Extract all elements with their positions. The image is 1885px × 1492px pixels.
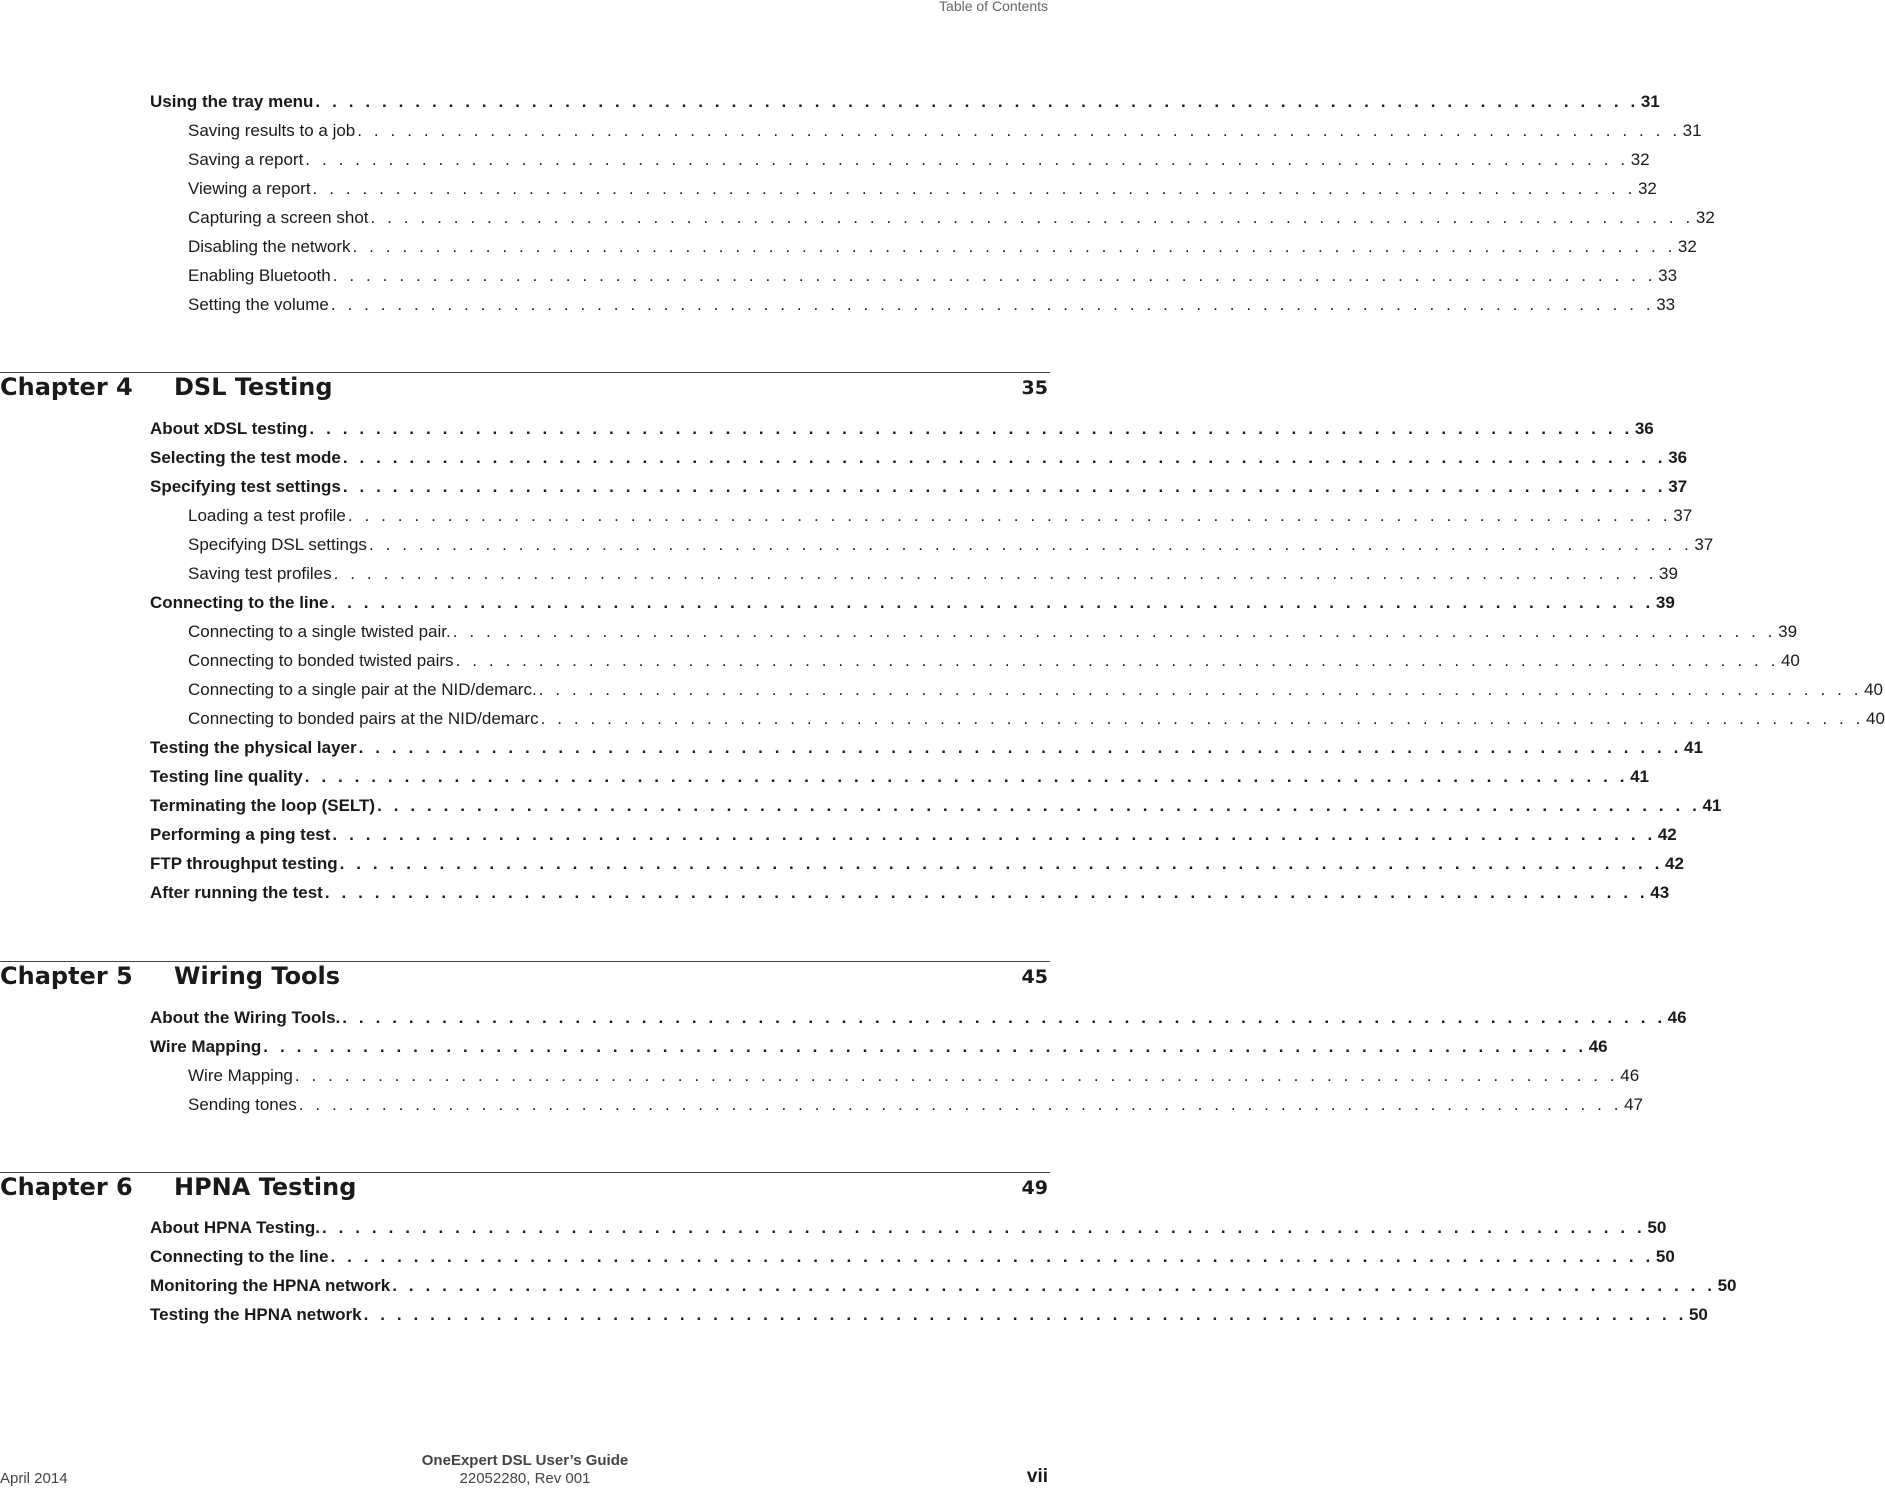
toc-entry-title: Testing line quality (150, 767, 303, 786)
toc-entry-page: 46 (1588, 1037, 1608, 1056)
toc-entry-title: About xDSL testing (150, 419, 308, 438)
toc-entry[interactable] (0, 787, 1722, 816)
dot-leader: . . . . . . . . . . . . . . . . . . . . . . . . . . . . . . . . . . . . . . . . . . . . . . . . . . . . . . . . . . . . . . . . . . . . . . . . . . . . . . . . (330, 295, 1655, 314)
chapter-label: Chapter 4 (0, 373, 133, 401)
footer-page-number: vii (1026, 1466, 1048, 1487)
toc-entry-title: Viewing a report (188, 179, 311, 198)
toc-entry[interactable] (0, 671, 1883, 700)
toc-entry[interactable] (0, 410, 1654, 439)
dot-leader: . . . . . . . . . . . . . . . . . . . . . . . . . . . . . . . . . . . . . . . . . . . . . . . . . . . . . . . . . . . . . . . . . . . . . . . . . . . . . . . . (333, 564, 1658, 583)
toc-entry[interactable] (0, 141, 1650, 170)
footer-date: April 2014 (0, 1470, 68, 1487)
chapter-label: Chapter 5 (0, 962, 133, 990)
toc-entry[interactable] (0, 999, 1687, 1028)
toc-entry[interactable] (0, 286, 1676, 315)
toc-entry-page: 39 (1778, 622, 1798, 641)
toc-entry-page: 32 (1677, 237, 1697, 256)
toc-entry-title: Connecting to bonded pairs at the NID/demarc (188, 709, 539, 728)
dot-leader: . . . . . . . . . . . . . . . . . . . . . . . . . . . . . . . . . . . . . . . . . . . . . . . . . . . . . . . . . . . . . . . . . . . . . . . . . . . . . . . . (370, 208, 1694, 227)
chapter-title: Wiring Tools (174, 962, 341, 990)
toc-entry-title: After running the test (150, 883, 323, 902)
toc-entry[interactable] (0, 613, 1798, 642)
toc-entry-page: 31 (1682, 121, 1702, 140)
toc-entry-page: 40 (1780, 651, 1800, 670)
toc-entry-page: 33 (1656, 295, 1676, 314)
chapter-page: 49 (1021, 1177, 1048, 1199)
dot-leader: . . . . . . . . . . . . . . . . . . . . . . . . . . . . . . . . . . . . . . . . . . . . . . . . . . . . . . . . . . . . . . . . . . . . . . . . . . . . . . . . (455, 651, 1779, 670)
toc-entry[interactable] (0, 1238, 1675, 1267)
toc-entry[interactable] (0, 642, 1800, 671)
dot-leader: . . . . . . . . . . . . . . . . . . . . . . . . . . . . . . . . . . . . . . . . . . . . . . . . . . . . . . . . . . . . . . . . . . . . . . . . . . . . . . . . (368, 535, 1693, 554)
toc-entry-title: About the Wiring Tools. (150, 1008, 341, 1027)
toc-entry[interactable] (0, 1086, 1644, 1115)
dot-leader: . . . . . . . . . . . . . . . . . . . . . . . . . . . . . . . . . . . . . . . . . . . . . . . . . . . . . . . . . . . . . . . . . . . . . . . . . . . . . . . . (540, 709, 1864, 728)
toc-entry-title: Performing a ping test (150, 825, 331, 844)
dot-leader: . . . . . . . . . . . . . . . . . . . . . . . . . . . . . . . . . . . . . . . . . . . . . . . . . . . . . . . . . . . . . . . . . . . . . . . . . . . . . . . . (332, 825, 1656, 844)
toc-entry-title: About HPNA Testing. (150, 1218, 320, 1237)
toc-entry[interactable] (0, 845, 1684, 874)
toc-entry-title: Using the tray menu (150, 92, 314, 111)
toc-entry-title: Wire Mapping (188, 1066, 293, 1085)
toc-entry-page: 32 (1695, 208, 1715, 227)
toc-chapter-6-entries (0, 1209, 1737, 1325)
toc-entry[interactable] (0, 526, 1714, 555)
toc-entry-title: Loading a test profile (188, 506, 346, 525)
dot-leader: . . . . . . . . . . . . . . . . . . . . . . . . . . . . . . . . . . . . . . . . . . . . . . . . . . . . . . . . . . . . . . . . . . . . . . . . . . . . . . . . (330, 1247, 1654, 1266)
dot-leader: . . . . . . . . . . . . . . . . . . . . . . . . . . . . . . . . . . . . . . . . . . . . . . . . . . . . . . . . . . . . . . . . . . . . . . . . . . . . . . . . (315, 92, 1639, 111)
toc-entry-title: Connecting to a single pair at the NID/demarc. (188, 680, 537, 699)
toc-entry-page: 36 (1634, 419, 1654, 438)
toc-entry[interactable] (0, 468, 1688, 497)
dot-leader: . . . . . . . . . . . . . . . . . . . . . . . . . . . . . . . . . . . . . . . . . . . . . . . . . . . . . . . . . . . . . . . . . . . . . . . . . . . . . . . . (309, 419, 1633, 438)
toc-entry-page: 32 (1637, 179, 1657, 198)
chapter-title: DSL Testing (174, 373, 333, 401)
dot-leader: . . . . . . . . . . . . . . . . . . . . . . . . . . . . . . . . . . . . . . . . . . . . . . . . . . . . . . . . . . . . . . . . . . . . . . . . . . . . . . . . (330, 593, 1654, 612)
toc-entry-title: Specifying test settings (150, 477, 341, 496)
toc-entry-page: 40 (1865, 709, 1885, 728)
dot-leader: . . . . . . . . . . . . . . . . . . . . . . . . . . . . . . . . . . . . . . . . . . . . . . . . . . . . . . . . . . . . . . . . . . . . . . . . . . . . . . . . (342, 1008, 1666, 1027)
toc-entry-page: 36 (1668, 448, 1688, 467)
toc-entry-title: Setting the volume (188, 295, 329, 314)
chapter-page: 35 (1021, 377, 1048, 399)
toc-chapter-5-entries (0, 999, 1687, 1115)
toc-entry[interactable] (0, 170, 1657, 199)
toc-entry[interactable] (0, 555, 1678, 584)
dot-leader: . . . . . . . . . . . . . . . . . . . . . . . . . . . . . . . . . . . . . . . . . . . . . . . . . . . . . . . . . . . . . . . . . . . . . . . . . . . . . . . . (298, 1095, 1623, 1114)
toc-entry-page: 41 (1630, 767, 1650, 786)
toc-entry[interactable] (0, 729, 1703, 758)
toc-entry-page: 41 (1702, 796, 1722, 815)
toc-entry-page: 37 (1694, 535, 1714, 554)
toc-entry-page: 39 (1659, 564, 1678, 583)
toc-entry[interactable] (0, 199, 1715, 228)
dot-leader: . . . . . . . . . . . . . . . . . . . . . . . . . . . . . . . . . . . . . . . . . . . . . . . . . . . . . . . . . . . . . . . . . . . . . . . . . . . . . . . . (392, 1276, 1716, 1295)
toc-entry-page: 50 (1717, 1276, 1737, 1295)
toc-entry[interactable] (0, 83, 1660, 112)
dot-leader: . . . . . . . . . . . . . . . . . . . . . . . . . . . . . . . . . . . . . . . . . . . . . . . . . . . . . . . . . . . . . . . . . . . . . . . . . . . . . . . . (263, 1037, 1587, 1056)
toc-entry[interactable] (0, 758, 1650, 787)
toc-entry-title: Capturing a screen shot (188, 208, 369, 227)
toc-entry-page: 32 (1630, 150, 1650, 169)
toc-entry-page: 43 (1650, 883, 1670, 902)
dot-leader: . . . . . . . . . . . . . . . . . . . . . . . . . . . . . . . . . . . . . . . . . . . . . . . . . . . . . . . . . . . . . . . . . . . . . . . . . . . . . . . . (332, 266, 1657, 285)
toc-entry-page: 39 (1655, 593, 1675, 612)
dot-leader: . . . . . . . . . . . . . . . . . . . . . . . . . . . . . . . . . . . . . . . . . . . . . . . . . . . . . . . . . . . . . . . . . . . . . . . . . . . . . . . . (357, 121, 1681, 140)
toc-entry-title: FTP throughput testing (150, 854, 338, 873)
toc-entry-page: 37 (1668, 477, 1688, 496)
toc-entry[interactable] (0, 816, 1677, 845)
running-header: Table of Contents (939, 0, 1048, 14)
dot-leader: . . . . . . . . . . . . . . . . . . . . . . . . . . . . . . . . . . . . . . . . . . . . . . . . . . . . . . . . . . . . . . . . . . . . . . . . . . . . . . . . (312, 179, 1636, 198)
toc-entry[interactable] (0, 1057, 1640, 1086)
dot-leader: . . . . . . . . . . . . . . . . . . . . . . . . . . . . . . . . . . . . . . . . . . . . . . . . . . . . . . . . . . . . . . . . . . . . . . . . . . . . . . . . (342, 448, 1667, 467)
chapter-label: Chapter 6 (0, 1173, 133, 1201)
toc-entry-page: 50 (1655, 1247, 1675, 1266)
toc-entry-title: Sending tones (188, 1095, 297, 1114)
toc-entry[interactable] (0, 228, 1697, 257)
toc-entry[interactable] (0, 1296, 1708, 1325)
toc-chapter-4-entries (0, 410, 1885, 903)
page-footer (0, 1452, 1050, 1492)
toc-section-tray-menu (0, 83, 1715, 315)
dot-leader: . . . . . . . . . . . . . . . . . . . . . . . . . . . . . . . . . . . . . . . . . . . . . . . . . . . . . . . . . . . . . . . . . . . . . . . . . . . . . . . . (358, 738, 1682, 757)
chapter-title: HPNA Testing (174, 1173, 357, 1201)
dot-leader: . . . . . . . . . . . . . . . . . . . . . . . . . . . . . . . . . . . . . . . . . . . . . . . . . . . . . . . . . . . . . . . . . . . . . . . . . . . . . . . . (324, 883, 1649, 902)
toc-entry-title: Saving a report (188, 150, 304, 169)
dot-leader: . . . . . . . . . . . . . . . . . . . . . . . . . . . . . . . . . . . . . . . . . . . . . . . . . . . . . . . . . . . . . . . . . . . . . . . . . . . . . . . . (452, 622, 1777, 641)
toc-entry-title: Saving results to a job (188, 121, 356, 140)
toc-entry-title: Specifying DSL settings (188, 535, 367, 554)
toc-entry-page: 46 (1667, 1008, 1687, 1027)
toc-entry[interactable] (0, 874, 1670, 903)
dot-leader: . . . . . . . . . . . . . . . . . . . . . . . . . . . . . . . . . . . . . . . . . . . . . . . . . . . . . . . . . . . . . . . . . . . . . . . . . . . . . . . . (347, 506, 1672, 525)
toc-entry-page: 50 (1647, 1218, 1667, 1237)
toc-entry-page: 47 (1624, 1095, 1644, 1114)
toc-entry-title: Connecting to the line (150, 1247, 329, 1266)
toc-entry[interactable] (0, 1267, 1737, 1296)
footer-revision: 22052280, Rev 001 (459, 1470, 591, 1487)
dot-leader: . . . . . . . . . . . . . . . . . . . . . . . . . . . . . . . . . . . . . . . . . . . . . . . . . . . . . . . . . . . . . . . . . . . . . . . . . . . . . . . . (339, 854, 1663, 873)
toc-entry-page: 33 (1658, 266, 1678, 285)
toc-entry[interactable] (0, 497, 1693, 526)
toc-entry[interactable] (0, 257, 1678, 286)
toc-entry-page: 50 (1688, 1305, 1708, 1324)
toc-entry[interactable] (0, 584, 1675, 613)
toc-entry-page: 42 (1657, 825, 1677, 844)
dot-leader: . . . . . . . . . . . . . . . . . . . . . . . . . . . . . . . . . . . . . . . . . . . . . . . . . . . . . . . . . . . . . . . . . . . . . . . . . . . . . . . . (321, 1218, 1646, 1237)
toc-entry-page: 42 (1665, 854, 1684, 873)
toc-entry-title: Terminating the loop (SELT) (150, 796, 376, 815)
toc-entry-page: 40 (1864, 680, 1883, 699)
chapter-page: 45 (1021, 966, 1048, 988)
guide-title: OneExpert DSL User’s Guide (421, 1452, 629, 1469)
toc-entry-title: Enabling Bluetooth (188, 266, 331, 285)
toc-entry-page: 31 (1640, 92, 1660, 111)
toc-entry-title: Connecting to bonded twisted pairs (188, 651, 454, 670)
toc-entry[interactable] (0, 439, 1688, 468)
dot-leader: . . . . . . . . . . . . . . . . . . . . . . . . . . . . . . . . . . . . . . . . . . . . . . . . . . . . . . . . . . . . . . . . . . . . . . . . . . . . . . . . (305, 150, 1629, 169)
toc-entry-title: Monitoring the HPNA network (150, 1276, 391, 1295)
chapter-heading (0, 1172, 1050, 1213)
toc-entry[interactable] (0, 700, 1885, 729)
toc-entry[interactable] (0, 1028, 1608, 1057)
toc-entry-title: Selecting the test mode (150, 448, 341, 467)
chapter-heading (0, 961, 1050, 1002)
dot-leader: . . . . . . . . . . . . . . . . . . . . . . . . . . . . . . . . . . . . . . . . . . . . . . . . . . . . . . . . . . . . . . . . . . . . . . . . . . . . . . . . (304, 767, 1629, 786)
toc-entry-title: Saving test profiles (188, 564, 332, 583)
dot-leader: . . . . . . . . . . . . . . . . . . . . . . . . . . . . . . . . . . . . . . . . . . . . . . . . . . . . . . . . . . . . . . . . . . . . . . . . . . . . . . . . (377, 796, 1701, 815)
toc-entry[interactable] (0, 112, 1702, 141)
dot-leader: . . . . . . . . . . . . . . . . . . . . . . . . . . . . . . . . . . . . . . . . . . . . . . . . . . . . . . . . . . . . . . . . . . . . . . . . . . . . . . . . (294, 1066, 1619, 1085)
toc-entry-title: Wire Mapping (150, 1037, 262, 1056)
toc-entry-title: Connecting to a single twisted pair. (188, 622, 451, 641)
toc-entry-page: 41 (1683, 738, 1703, 757)
dot-leader: . . . . . . . . . . . . . . . . . . . . . . . . . . . . . . . . . . . . . . . . . . . . . . . . . . . . . . . . . . . . . . . . . . . . . . . . . . . . . . . . (352, 237, 1676, 256)
toc-entry[interactable] (0, 1209, 1667, 1238)
dot-leader: . . . . . . . . . . . . . . . . . . . . . . . . . . . . . . . . . . . . . . . . . . . . . . . . . . . . . . . . . . . . . . . . . . . . . . . . . . . . . . . . (342, 477, 1667, 496)
dot-leader: . . . . . . . . . . . . . . . . . . . . . . . . . . . . . . . . . . . . . . . . . . . . . . . . . . . . . . . . . . . . . . . . . . . . . . . . . . . . . . . . (538, 680, 1863, 699)
toc-entry-page: 37 (1673, 506, 1693, 525)
toc-entry-title: Connecting to the line (150, 593, 329, 612)
toc-entry-title: Testing the HPNA network (150, 1305, 362, 1324)
toc-entry-title: Testing the physical layer (150, 738, 357, 757)
toc-entry-title: Disabling the network (188, 237, 351, 256)
dot-leader: . . . . . . . . . . . . . . . . . . . . . . . . . . . . . . . . . . . . . . . . . . . . . . . . . . . . . . . . . . . . . . . . . . . . . . . . . . . . . . . . (363, 1305, 1687, 1324)
chapter-heading (0, 372, 1050, 413)
toc-entry-page: 46 (1620, 1066, 1640, 1085)
